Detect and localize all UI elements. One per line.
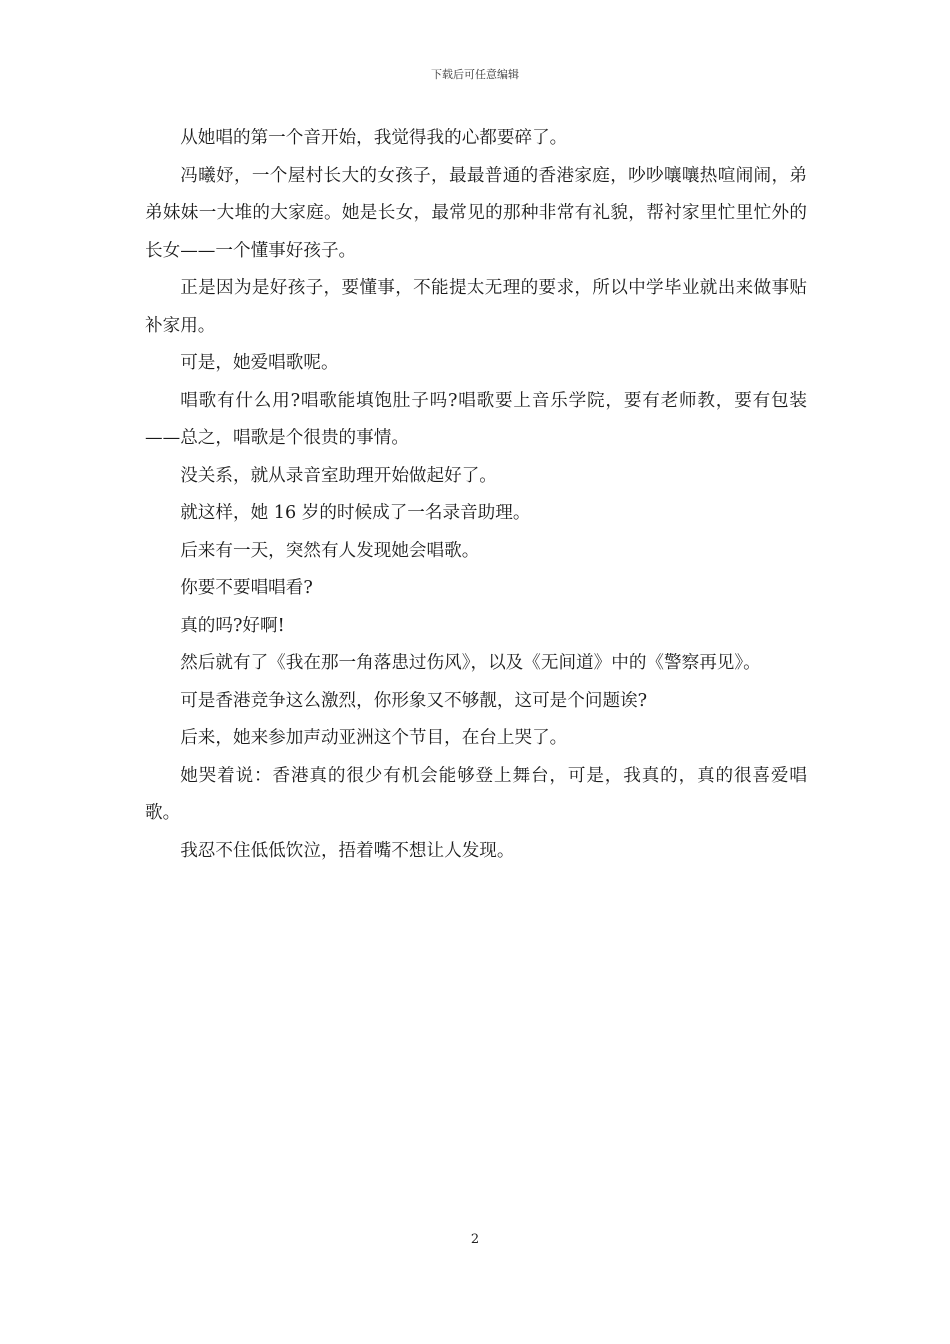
paragraph: 唱歌有什么用?唱歌能填饱肚子吗?唱歌要上音乐学院，要有老师教，要有包装——总之，唱歌是个很贵的事情。 [145, 390, 807, 448]
page-number: 2 [470, 1232, 480, 1247]
document-body [145, 120, 807, 870]
paragraph: 你要不要唱唱看? [180, 578, 313, 598]
paragraph: 没关系，就从录音室助理开始做起好了。 [180, 465, 497, 486]
paragraph: 我忍不住低低饮泣，捂着嘴不想让人发现。 [180, 840, 515, 861]
paragraph: 真的吗?好啊! [180, 615, 285, 636]
paragraph: 就这样，她 16 岁的时候成了一名录音助理。 [180, 503, 531, 523]
paragraph: 从她唱的第一个音开始，我觉得我的心都要碎了。 [180, 128, 568, 148]
paragraph: 冯曦妤，一个屋村长大的女孩子，最最普通的香港家庭，吵吵嚷嚷热喧闹闹，弟弟妹妹一大堆的大家庭。她是长女，最常见的那种非常有礼貌，帮衬家里忙里忙外的长女——一个懂事好孩子。 [145, 165, 807, 261]
paragraph: 可是香港竞争这么激烈，你形象又不够靓，这可是个问题诶? [180, 690, 648, 711]
paragraph: 正是因为是好孩子，要懂事，不能提太无理的要求，所以中学毕业就出来做事贴补家用。 [145, 278, 807, 336]
page-header-note: 下载后可任意编辑 [431, 68, 519, 81]
paragraph: 然后就有了《我在那一角落患过伤风》，以及《无间道》中的《警察再见》。 [180, 653, 761, 673]
paragraph: 后来，她来参加声动亚洲这个节目，在台上哭了。 [180, 728, 568, 748]
paragraph: 她哭着说：香港真的很少有机会能够登上舞台，可是，我真的，真的很喜爱唱歌。 [145, 765, 807, 823]
paragraph: 可是，她爱唱歌呢。 [180, 353, 339, 373]
paragraph: 后来有一天，突然有人发现她会唱歌。 [180, 540, 480, 561]
